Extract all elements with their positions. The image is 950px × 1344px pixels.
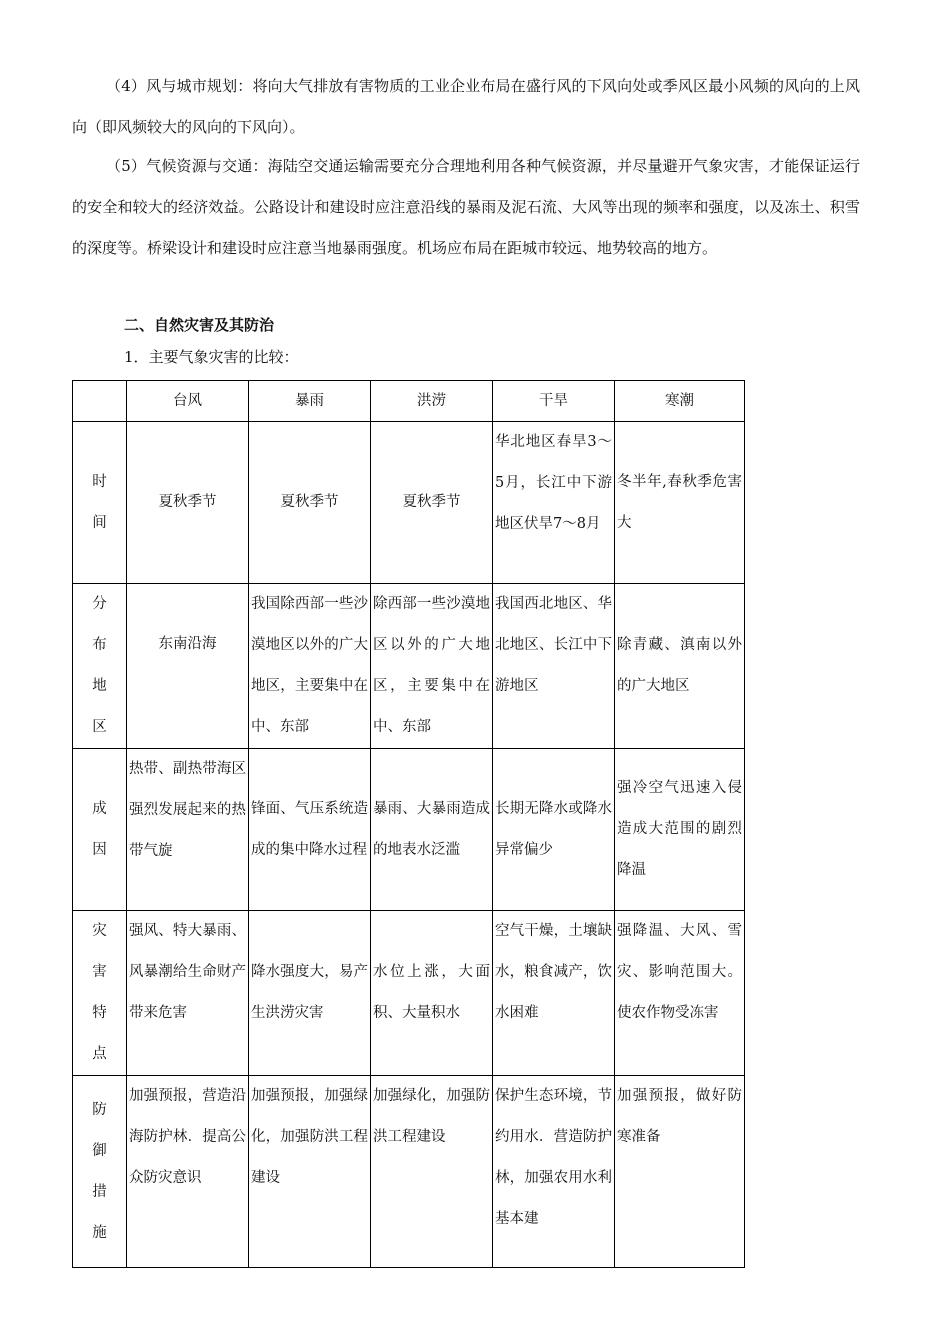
row-label-cause [73,749,127,911]
table-cell: 加强预报，营造沿海防护林．提高公众防灾意识 [127,1076,249,1268]
table-cell: 长期无降水或降水异常偏少 [493,749,615,911]
table-cell: 加强绿化，加强防洪工程建设 [371,1076,493,1268]
table-cell [127,584,249,749]
table-cell: 暴雨、大暴雨造成的地表水泛滥 [371,749,493,911]
table-cell: 加强预报，加强绿化，加强防洪工程建设 [249,1076,371,1268]
table-header-cell: 干旱 [493,381,615,422]
row-label-text: 防御措施 [92,1101,107,1241]
disaster-comparison-table [72,380,745,1268]
table-cell: 华北地区春旱3～5月，长江中下游地区伏旱7～8月 [493,422,615,584]
row-label-text: 成因 [92,800,107,858]
table-header-cell [73,381,127,422]
table-cell: 强冷空气迅速入侵造成大范围的剧烈降温 [615,749,745,911]
table-cell: 夏秋季节 [249,422,371,584]
table-cell: 我国西北地区、华北地区、长江中下游地区 [493,584,615,749]
table-cell: 我国除西部一些沙漠地区以外的广大地区，主要集中在中、东部 [249,584,371,749]
row-label-time [73,422,127,584]
table-row [73,911,745,1076]
table-cell: 强风、特大暴雨、风暴潮给生命财产带来危害 [127,911,249,1076]
table-cell: 夏秋季节 [127,422,249,584]
table-header-cell: 洪涝 [371,381,493,422]
row-label-prevention [73,1076,127,1268]
paragraph-climate-transport: （5）气候资源与交通：海陆空交通运输需要充分合理地利用各种气候资源，并尽量避开气象灾害，才能保证运行的安全和较大的经济效益。公路设计和建设时应注意沿线的暴雨及泥石流、大风等出现的频率和强度，以及冻土、积雪的深度等。桥梁设计和建设时应注意当地暴雨强度。机场应布局在距城市较远、地势较高的地方。 [72,157,860,257]
table-cell: 除西部一些沙漠地区以外的广大地区，主要集中在中、东部 [371,584,493,749]
row-label-distribution [73,584,127,749]
table-row [73,749,745,911]
table-cell: 冬半年,春秋季危害大 [615,422,745,584]
subheading: 1．主要气象灾害的比较： [124,348,299,366]
section-heading: 二、自然灾害及其防治 [124,316,275,334]
table-row [73,422,745,584]
table-header-row [73,381,745,422]
paragraph-wind-city-planning: （4）风与城市规划：将向大气排放有害物质的工业企业布局在盛行风的下风向处或季风区最小风频的风向的上风向（即风频较大的风向的下风向）。 [72,77,860,136]
table-cell-text: 东南沿海 [158,636,217,652]
table-cell: 降水强度大，易产生洪涝灾害 [249,911,371,1076]
table-cell: 加强预报，做好防寒准备 [615,1076,745,1268]
row-label-text: 时间 [92,473,107,531]
table-cell: 热带、副热带海区强烈发展起来的热带气旋 [127,749,249,911]
table-cell: 水位上涨，大面积、大量积水 [371,911,493,1076]
table-header-cell: 台风 [127,381,249,422]
table-cell: 空气干燥，土壤缺水，粮食减产，饮水困难 [493,911,615,1076]
table-row [73,1076,745,1268]
table-cell: 保护生态环境，节约用水．营造防护林，加强农用水利基本建 [493,1076,615,1268]
row-label-features [73,911,127,1076]
table-cell: 夏秋季节 [371,422,493,584]
table-header-cell: 暴雨 [249,381,371,422]
row-label-text: 分布地区 [92,596,107,735]
table-row [73,584,745,749]
table-header-cell: 寒潮 [615,381,745,422]
table-cell: 除青藏、滇南以外的广大地区 [615,584,745,749]
table-cell: 强降温、大风、雪灾、影响范围大。使农作物受冻害 [615,911,745,1076]
row-label-text: 灾害特点 [92,923,107,1062]
table-cell: 锋面、气压系统造成的集中降水过程 [249,749,371,911]
